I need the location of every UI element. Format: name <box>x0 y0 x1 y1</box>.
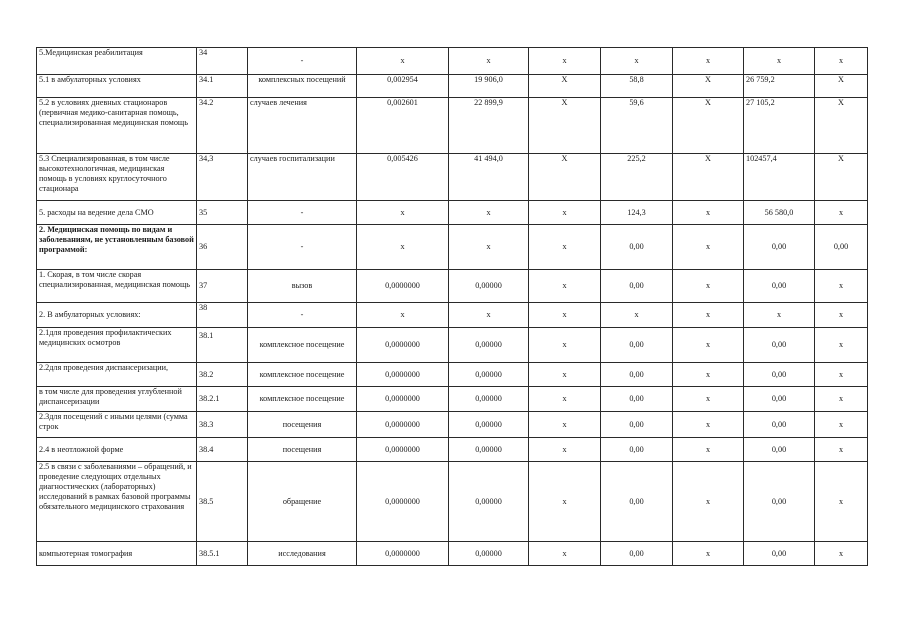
row-code: 38.5.1 <box>197 542 248 566</box>
row-unit: комплексное посещение <box>248 363 357 387</box>
row-value: х <box>357 303 449 328</box>
row-value: х <box>449 48 529 75</box>
row-value: 58,8 <box>601 75 673 98</box>
row-code: 38.2 <box>197 363 248 387</box>
row-code: 38.4 <box>197 438 248 462</box>
row-value: х <box>815 438 868 462</box>
row-value: 0,00000 <box>449 270 529 303</box>
row-value: 0,00 <box>601 542 673 566</box>
row-unit: посещения <box>248 438 357 462</box>
row-value: х <box>673 542 744 566</box>
row-value: х <box>357 201 449 225</box>
row-value: 22 899,9 <box>449 98 529 154</box>
row-unit: комплексное посещение <box>248 328 357 363</box>
row-value: 0,00000 <box>449 542 529 566</box>
row-name: 2.3для посещений с иными целями (сумма строк <box>37 412 197 438</box>
table-row <box>37 542 868 566</box>
row-value: х <box>529 363 601 387</box>
row-name: 5.Медицинская реабилитация <box>37 48 197 75</box>
row-value: 0,00000 <box>449 438 529 462</box>
row-value: х <box>529 438 601 462</box>
row-unit: случаев госпитализации <box>248 154 357 201</box>
row-value: 26 759,2 <box>744 75 815 98</box>
row-name: компьютерная томография <box>37 542 197 566</box>
row-name: 1. Скорая, в том числе скорая специализированная, медицинская помощь <box>37 270 197 303</box>
row-code: 38.1 <box>197 328 248 363</box>
row-value: 0,0000000 <box>357 438 449 462</box>
row-name: 2. В амбулаторных условиях: <box>37 303 197 328</box>
row-value: 0,00 <box>601 363 673 387</box>
row-code: 35 <box>197 201 248 225</box>
row-value: Х <box>673 98 744 154</box>
row-name: 5.3 Специализированная, в том числе высокотехнологичная, медицинская помощь в условиях круглосуточного стационара <box>37 154 197 201</box>
row-unit: - <box>248 48 357 75</box>
row-unit: случаев лечения <box>248 98 357 154</box>
row-value: 0,00 <box>601 328 673 363</box>
row-value: Х <box>529 98 601 154</box>
table-row <box>37 303 868 328</box>
row-value: х <box>357 48 449 75</box>
table-row <box>37 201 868 225</box>
row-code: 34,3 <box>197 154 248 201</box>
row-value: 0,00 <box>744 542 815 566</box>
row-value: 0,0000000 <box>357 462 449 542</box>
row-value: х <box>673 303 744 328</box>
row-value: 0,00000 <box>449 462 529 542</box>
row-value: 41 494,0 <box>449 154 529 201</box>
row-code: 34.1 <box>197 75 248 98</box>
row-value: х <box>601 48 673 75</box>
row-unit: - <box>248 201 357 225</box>
row-unit: вызов <box>248 270 357 303</box>
row-value: 27 105,2 <box>744 98 815 154</box>
row-name: 2.4 в неотложной форме <box>37 438 197 462</box>
row-value: х <box>529 303 601 328</box>
row-value: х <box>529 328 601 363</box>
row-value: 0,00 <box>744 225 815 270</box>
row-value: 0,00000 <box>449 387 529 412</box>
row-value: 0,00 <box>601 270 673 303</box>
row-value: 0,00 <box>744 328 815 363</box>
row-value: 19 906,0 <box>449 75 529 98</box>
row-value: х <box>673 201 744 225</box>
row-value: х <box>815 542 868 566</box>
table-row <box>37 48 868 75</box>
row-unit: комплексных посещений <box>248 75 357 98</box>
row-value: х <box>744 303 815 328</box>
row-value: х <box>673 328 744 363</box>
row-code: 38.3 <box>197 412 248 438</box>
row-value: 0,005426 <box>357 154 449 201</box>
row-value: х <box>815 462 868 542</box>
row-value: х <box>815 328 868 363</box>
row-value: 0,0000000 <box>357 328 449 363</box>
row-value: Х <box>673 75 744 98</box>
row-value: х <box>673 225 744 270</box>
row-value: 0,00 <box>744 462 815 542</box>
row-value: 0,0000000 <box>357 412 449 438</box>
row-value: х <box>601 303 673 328</box>
row-value: 124,3 <box>601 201 673 225</box>
services-table <box>36 47 868 566</box>
row-code: 36 <box>197 225 248 270</box>
row-value: 0,00 <box>744 412 815 438</box>
row-value: Х <box>815 98 868 154</box>
row-value: 59,6 <box>601 98 673 154</box>
table-row <box>37 363 868 387</box>
row-name: 5.1 в амбулаторных условиях <box>37 75 197 98</box>
row-unit: комплексное посещение <box>248 387 357 412</box>
row-code: 38.5 <box>197 462 248 542</box>
row-value: х <box>673 387 744 412</box>
row-code: 37 <box>197 270 248 303</box>
table-row <box>37 387 868 412</box>
row-value: х <box>357 225 449 270</box>
row-value: х <box>529 225 601 270</box>
row-value: х <box>815 270 868 303</box>
row-value: 102457,4 <box>744 154 815 201</box>
row-value: 0,00 <box>601 412 673 438</box>
table-row <box>37 438 868 462</box>
table-row <box>37 412 868 438</box>
row-value: х <box>815 387 868 412</box>
row-value: 0,002601 <box>357 98 449 154</box>
row-value: 0,00 <box>744 438 815 462</box>
row-value: Х <box>673 154 744 201</box>
table-row <box>37 328 868 363</box>
row-unit: - <box>248 303 357 328</box>
row-unit: - <box>248 225 357 270</box>
row-value: Х <box>815 154 868 201</box>
row-value: х <box>449 225 529 270</box>
row-value: 0,00 <box>815 225 868 270</box>
row-value: Х <box>815 75 868 98</box>
table-row <box>37 462 868 542</box>
row-code: 38 <box>197 303 248 328</box>
row-value: 0,00 <box>601 225 673 270</box>
row-name: 2.5 в связи с заболеваниями – обращений, и проведение следующих отдельных диагностических (лабораторных) исследований в рамках базовой программы обязательного медицинского страхования <box>37 462 197 542</box>
row-value: х <box>529 387 601 412</box>
row-value: х <box>744 48 815 75</box>
row-value: 0,0000000 <box>357 542 449 566</box>
row-value: 0,00 <box>601 387 673 412</box>
row-value: х <box>815 303 868 328</box>
row-value: 0,0000000 <box>357 363 449 387</box>
row-value: х <box>529 270 601 303</box>
row-value: х <box>529 542 601 566</box>
row-value: 0,00 <box>601 462 673 542</box>
row-value: х <box>815 412 868 438</box>
row-value: х <box>529 48 601 75</box>
row-value: 0,0000000 <box>357 270 449 303</box>
row-value: 56 580,0 <box>744 201 815 225</box>
row-value: х <box>673 462 744 542</box>
row-value: 0,00000 <box>449 328 529 363</box>
row-name: 2. Медицинская помощь по видам и заболеваниям, не установленным базовой программой: <box>37 225 197 270</box>
row-unit: посещения <box>248 412 357 438</box>
table-row <box>37 75 868 98</box>
table-row <box>37 98 868 154</box>
row-value: 0,00 <box>744 363 815 387</box>
table-row <box>37 225 868 270</box>
row-unit: обращение <box>248 462 357 542</box>
row-value: Х <box>529 154 601 201</box>
row-value: 0,00000 <box>449 412 529 438</box>
row-name: в том числе для проведения углубленной диспансеризации <box>37 387 197 412</box>
row-value: х <box>449 201 529 225</box>
row-unit: исследования <box>248 542 357 566</box>
row-code: 38.2.1 <box>197 387 248 412</box>
row-value: х <box>673 412 744 438</box>
table-row <box>37 154 868 201</box>
row-value: 0,00 <box>744 270 815 303</box>
row-value: х <box>815 363 868 387</box>
row-name: 2.1для проведения профилактических медицинских осмотров <box>37 328 197 363</box>
row-value: 0,002954 <box>357 75 449 98</box>
row-value: х <box>529 462 601 542</box>
row-name: 5. расходы на ведение дела СМО <box>37 201 197 225</box>
row-code: 34 <box>197 48 248 75</box>
row-value: х <box>673 438 744 462</box>
row-value: Х <box>529 75 601 98</box>
row-value: х <box>529 201 601 225</box>
row-code: 34.2 <box>197 98 248 154</box>
row-value: 0,00000 <box>449 363 529 387</box>
table-row <box>37 270 868 303</box>
row-value: х <box>673 48 744 75</box>
row-value: 225,2 <box>601 154 673 201</box>
row-value: 0,0000000 <box>357 387 449 412</box>
row-value: х <box>815 48 868 75</box>
row-value: 0,00 <box>744 387 815 412</box>
row-name: 2.2для проведения диспансеризации, <box>37 363 197 387</box>
row-name: 5.2 в условиях дневных стационаров (первичная медико-санитарная помощь, специализированная медицинская помощь <box>37 98 197 154</box>
row-value: х <box>673 363 744 387</box>
row-value: х <box>673 270 744 303</box>
row-value: 0,00 <box>601 438 673 462</box>
row-value: х <box>449 303 529 328</box>
row-value: х <box>815 201 868 225</box>
row-value: х <box>529 412 601 438</box>
